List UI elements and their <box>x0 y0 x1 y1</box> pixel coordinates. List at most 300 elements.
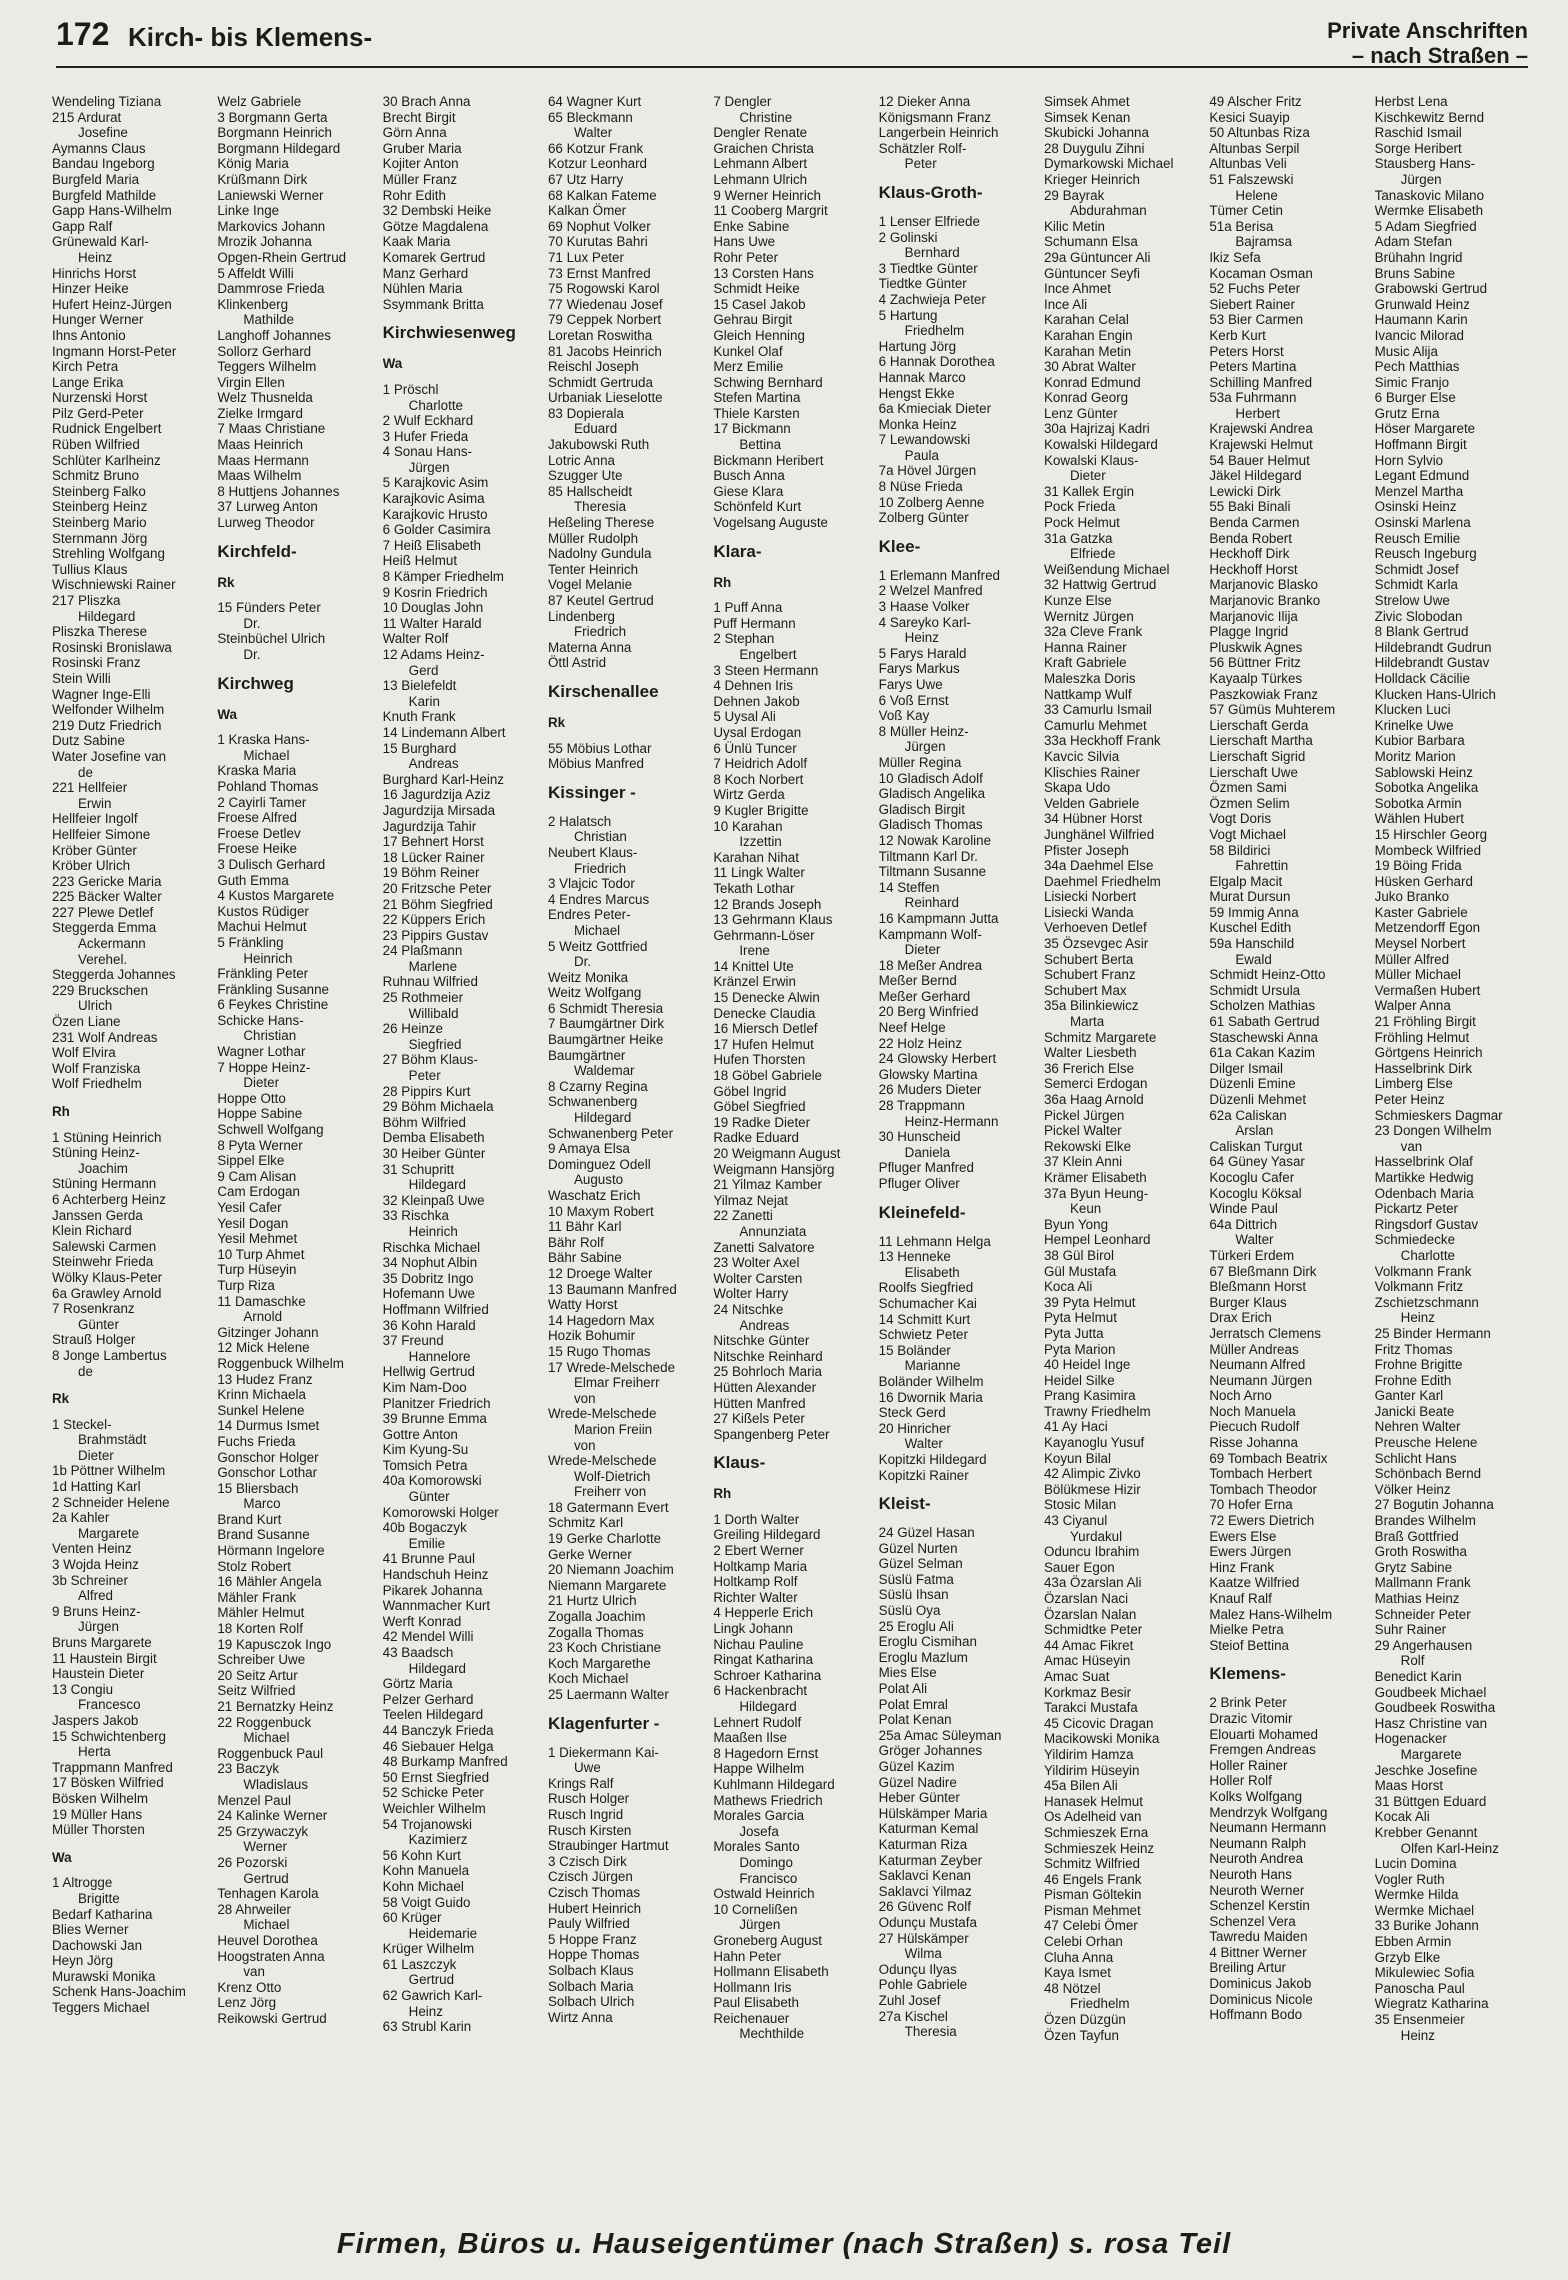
directory-entry: Simsek Kenan <box>1043 109 1131 125</box>
directory-entry: Pfluger Oliver <box>878 1176 960 1191</box>
directory-entry: 15 Burghard <box>382 740 457 756</box>
directory-entry: Stein Willi <box>52 670 111 686</box>
directory-entry: 55 Baki Binali <box>1209 499 1291 515</box>
directory-entry: 9 Kosrin Friedrich <box>382 584 488 600</box>
entry-continuation: Dr. <box>243 615 261 631</box>
directory-column <box>383 94 540 2210</box>
directory-entry: Güzel Selman <box>878 1556 963 1572</box>
entry-continuation: Charlotte <box>408 397 463 413</box>
entry-continuation: Heinz-Hermann <box>904 1113 999 1129</box>
entry-continuation: Marion Freiin <box>573 1421 653 1437</box>
directory-entry: 21 Böhm Siegfried <box>382 896 493 912</box>
directory-entry: Hufen Thorsten <box>713 1052 806 1068</box>
directory-entry: 43 Ciyanul <box>1043 1513 1108 1529</box>
directory-entry: 35 Özsevgec Asir <box>1043 936 1149 952</box>
directory-entry: 70 Kurutas Bahri <box>547 234 648 250</box>
directory-entry: Kalkan Ömer <box>547 203 627 219</box>
directory-entry: Schönbach Bernd <box>1374 1466 1482 1482</box>
directory-entry: 7 Rosenkranz <box>52 1301 135 1317</box>
directory-entry: 5 Fränkling <box>217 934 284 950</box>
directory-entry: 16 Jagurdzija Aziz <box>382 787 491 803</box>
directory-entry: 22 Holz Heinz <box>878 1035 963 1051</box>
directory-entry: 11 Haustein Birgit <box>52 1650 157 1666</box>
directory-entry: Hartung Jörg <box>878 338 957 354</box>
directory-entry: Rusch Ingrid <box>547 1806 624 1822</box>
directory-entry: Kunze Else <box>1043 593 1112 608</box>
directory-entry: Hahn Peter <box>713 1948 782 1964</box>
directory-entry: 18 Göbel Gabriele <box>713 1068 823 1084</box>
directory-entry: Gladisch Birgit <box>878 801 965 817</box>
directory-entry: 46 Siebauer Helga <box>382 1738 494 1754</box>
directory-entry: Hinzer Heike <box>52 281 129 297</box>
directory-entry: Ince Ahmet <box>1043 281 1111 297</box>
entry-continuation: Waldemar <box>573 1063 635 1079</box>
directory-entry: Loretan Roswitha <box>547 327 653 343</box>
directory-entry: Brecht Birgit <box>382 109 456 125</box>
directory-entry: Ruhnau Wilfried <box>382 974 478 990</box>
directory-entry: 14 Schmitt Kurt <box>878 1311 971 1327</box>
directory-entry: 19 Radke Dieter <box>713 1114 811 1130</box>
directory-entry: Hasz Christine van <box>1374 1715 1488 1731</box>
entry-continuation: Abdurahman <box>1069 203 1147 219</box>
directory-entry: 30a Hajrizaj Kadri <box>1043 421 1150 437</box>
entry-continuation: Augusto <box>573 1172 624 1188</box>
directory-entry: Werft Konrad <box>382 1613 462 1629</box>
directory-entry: Knuth Frank <box>382 709 456 725</box>
entry-continuation: Christian <box>573 829 627 845</box>
directory-entry: Frohne Brigitte <box>1374 1357 1463 1373</box>
directory-entry: Amac Hüseyin <box>1043 1653 1131 1669</box>
directory-entry: 30 Brach Anna <box>382 94 471 109</box>
directory-entry: 21 Bernatzky Heinz <box>217 1699 334 1714</box>
entry-continuation: Friedhelm <box>1069 1996 1130 2012</box>
directory-entry: Teelen Hildegard <box>382 1707 484 1723</box>
category-line-2: – nach Straßen – <box>1351 43 1528 68</box>
directory-entry: 68 Kalkan Fateme <box>547 187 657 203</box>
directory-entry: Peters Martina <box>1209 359 1297 375</box>
directory-entry: 6 Hannak Dorothea <box>878 354 995 370</box>
directory-entry: Merz Emilie <box>713 359 784 375</box>
entry-continuation: Margarete <box>1400 1746 1462 1762</box>
directory-entry: 11 Lingk Walter <box>713 865 805 881</box>
directory-entry: 23 Baczyk <box>217 1761 280 1777</box>
directory-entry: 8 Kämper Friedhelm <box>382 569 504 585</box>
directory-entry: 7 Heiß Elisabeth <box>382 537 481 553</box>
directory-entry: Trawny Friedhelm <box>1043 1403 1151 1419</box>
directory-entry: 40 Heidel Inge <box>1043 1357 1131 1373</box>
directory-entry: Schätzler Rolf- <box>878 140 967 156</box>
directory-entry: Glowsky Martina <box>878 1066 978 1082</box>
directory-entry: 227 Plewe Detlef <box>52 904 154 920</box>
directory-entry: 11 Lehmann Helga <box>878 1233 991 1249</box>
directory-entry: 13 Baumann Manfred <box>547 1281 677 1297</box>
directory-entry: Gapp Ralf <box>52 218 113 234</box>
directory-entry: Lierschaft Sigrid <box>1209 748 1306 764</box>
entry-continuation: Keun <box>1069 1201 1102 1217</box>
district-code: Rk <box>52 1391 70 1407</box>
directory-entry: 15 Denecke Alwin <box>713 990 820 1006</box>
directory-entry: Monka Heinz <box>878 416 957 432</box>
directory-entry: 2 Schneider Helene <box>52 1494 170 1510</box>
directory-entry: Sternmann Jörg <box>52 530 148 546</box>
entry-continuation: Helene <box>1235 187 1278 203</box>
directory-entry: 2 Brink Peter <box>1209 1695 1287 1711</box>
directory-entry: 29 Angerhausen <box>1374 1637 1473 1653</box>
directory-entry: Preusche Helene <box>1374 1435 1478 1451</box>
directory-entry: Kim Nam-Doo <box>382 1379 467 1395</box>
directory-entry: Os Adelheid van <box>1043 1809 1142 1825</box>
directory-entry: 3 Borgmann Gerta <box>217 109 328 125</box>
directory-entry: Vogel Melanie <box>547 577 633 593</box>
directory-entry: Krings Ralf <box>547 1775 614 1791</box>
directory-entry: Drax Erich <box>1209 1310 1272 1326</box>
directory-entry: 14 Durmus Ismet <box>217 1418 320 1434</box>
entry-continuation: Marlene <box>408 958 458 974</box>
entry-continuation: Marianne <box>904 1358 961 1374</box>
directory-entry: Hofemann Uwe <box>382 1286 475 1302</box>
directory-entry: 32 Dembski Heike <box>382 203 492 219</box>
entry-continuation: Andreas <box>739 1317 790 1333</box>
entry-continuation: Michael <box>243 1917 290 1933</box>
directory-entry: Welz Thusnelda <box>217 390 313 406</box>
street-heading: Kirchwiesenweg <box>382 323 516 343</box>
entry-continuation: Heinz <box>1400 2027 1435 2043</box>
directory-entry: Holldack Cäcilie <box>1374 670 1470 686</box>
directory-entry: Opgen-Rhein Gertrud <box>217 249 347 265</box>
directory-entry: Kopitzki Hildegard <box>878 1451 987 1467</box>
directory-entry: Kerb Kurt <box>1209 327 1266 343</box>
entry-continuation: Theresia <box>573 499 627 515</box>
directory-entry: 9 Kugler Brigitte <box>713 802 809 818</box>
directory-entry: 12 Droege Walter <box>547 1265 653 1281</box>
directory-entry: Haustein Dieter <box>52 1666 145 1682</box>
directory-entry: Wölky Klaus-Peter <box>52 1269 163 1285</box>
street-heading: Kissinger - <box>547 782 636 802</box>
directory-entry: Dehnen Jakob <box>713 693 800 709</box>
directory-entry: Kröber Günter <box>52 842 137 858</box>
directory-entry: 40a Komorowski <box>382 1473 482 1489</box>
directory-entry: Kopitzki Rainer <box>878 1467 969 1483</box>
directory-entry: Ince Ali <box>1043 296 1088 312</box>
directory-entry: Neumann Jürgen <box>1209 1372 1313 1388</box>
directory-entry: 79 Ceppek Norbert <box>547 312 662 328</box>
directory-entry: 38 Gül Birol <box>1043 1247 1114 1263</box>
directory-entry: Schmitz Wilfried <box>1043 1856 1140 1872</box>
directory-entry: Macikowski Monika <box>1043 1731 1160 1747</box>
directory-entry: Ingmann Horst-Peter <box>52 343 177 359</box>
entry-continuation: Alfred <box>78 1588 113 1604</box>
directory-entry: 26 Muders Dieter <box>878 1082 982 1098</box>
directory-entry: Odenbach Maria <box>1374 1185 1474 1201</box>
directory-entry: Walter Rolf <box>382 631 449 647</box>
directory-entry: 8 Müller Heinz- <box>878 723 969 739</box>
entry-continuation: Hannelore <box>408 1348 471 1364</box>
directory-entry: 67 Bleßmann Dirk <box>1209 1263 1317 1279</box>
entry-continuation: Francesco <box>78 1697 141 1713</box>
directory-entry: Voß Kay <box>878 708 930 724</box>
directory-entry: Handschuh Heinz <box>382 1567 489 1583</box>
directory-entry: Schwietz Peter <box>878 1327 968 1343</box>
directory-entry: 1 Steckel- <box>52 1416 112 1432</box>
directory-entry: 1 Stüning Heinrich <box>52 1129 162 1145</box>
directory-entry: 35 Ensenmeier <box>1374 2012 1465 2028</box>
street-heading: Kirschenallee <box>547 681 659 701</box>
directory-entry: Wolf Friedhelm <box>52 1076 142 1092</box>
directory-entry: Schumann Elsa <box>1043 234 1138 250</box>
directory-entry: Benda Carmen <box>1209 515 1300 531</box>
directory-entry: Stüning Hermann <box>52 1176 157 1192</box>
directory-entry: 7 Heidrich Adolf <box>713 756 808 772</box>
directory-entry: 26 Güvenc Rolf <box>878 1899 971 1915</box>
directory-entry: Schmidt Heike <box>713 281 800 297</box>
entry-continuation: Dr. <box>573 954 592 970</box>
entry-continuation: Walter <box>904 1436 943 1452</box>
directory-entry: Pyta Jutta <box>1043 1325 1104 1341</box>
directory-entry: Reichenauer <box>713 2010 790 2026</box>
directory-column <box>548 94 705 2210</box>
directory-column <box>217 94 374 2210</box>
directory-entry: Steggerda Emma <box>52 920 157 936</box>
directory-entry: Düzenli Mehmet <box>1209 1092 1307 1107</box>
directory-entry: Gladisch Angelika <box>878 786 986 802</box>
directory-entry: Demba Elisabeth <box>382 1130 485 1146</box>
directory-entry: Pluskwik Agnes <box>1209 639 1303 655</box>
street-heading: Kleinefeld- <box>878 1202 966 1222</box>
directory-entry: Vermaßen Hubert <box>1374 982 1481 998</box>
directory-entry: 4 Dehnen Iris <box>713 678 793 694</box>
directory-entry: Lierschaft Uwe <box>1209 764 1298 780</box>
directory-entry: 52 Fuchs Peter <box>1209 281 1301 297</box>
directory-entry: Baumgärtner Heike <box>547 1032 664 1048</box>
directory-entry: Linke Inge <box>217 203 280 219</box>
directory-entry: Hempel Leonhard <box>1043 1232 1151 1248</box>
directory-entry: 12 Nowak Karoline <box>878 832 992 848</box>
directory-entry: Endres Peter- <box>547 907 631 923</box>
directory-entry: Heuvel Dorothea <box>217 1932 318 1948</box>
directory-entry: Süslü Oya <box>878 1603 941 1619</box>
directory-entry: Komorowski Holger <box>382 1504 499 1520</box>
directory-entry: Paul Elisabeth <box>713 1995 799 2011</box>
directory-entry: Güzel Nadire <box>878 1774 957 1790</box>
directory-entry: Neumann Hermann <box>1209 1820 1327 1836</box>
directory-entry: 13 Gehrmann Klaus <box>713 912 833 928</box>
directory-entry: Tiedtke Günter <box>878 276 967 292</box>
directory-entry: Solbach Maria <box>547 1978 634 1994</box>
directory-entry: Welfonder Wilhelm <box>52 702 165 718</box>
directory-entry: Menzel Martha <box>1374 483 1464 499</box>
directory-entry: Gottre Anton <box>382 1426 458 1442</box>
directory-entry: 20 Hinricher <box>878 1420 951 1436</box>
directory-entry: Lenz Jörg <box>217 1995 277 2011</box>
directory-entry: 36a Haag Arnold <box>1043 1092 1144 1107</box>
directory-entry: Czisch Thomas <box>547 1884 641 1900</box>
directory-entry: 3 Czisch Dirk <box>547 1853 627 1869</box>
directory-entry: Nühlen Maria <box>382 281 463 297</box>
directory-entry: Vogler Ruth <box>1374 1871 1445 1887</box>
directory-entry: 4 Hepperle Erich <box>713 1605 814 1621</box>
directory-entry: Müller Regina <box>878 754 962 770</box>
entry-continuation: Günter <box>78 1316 119 1332</box>
entry-continuation: Jürgen <box>1400 171 1442 187</box>
directory-entry: Zuhl Josef <box>878 1992 941 2008</box>
directory-entry: Tullius Klaus <box>52 561 128 577</box>
district-code: Rh <box>52 1104 70 1119</box>
directory-entry: Schubert Max <box>1043 982 1127 998</box>
entry-continuation: Hildegard <box>573 1110 632 1126</box>
directory-entry: Roggenbuck Paul <box>217 1745 324 1761</box>
directory-entry: Rusch Kirsten <box>547 1822 632 1838</box>
directory-entry: Kaak Maria <box>382 234 451 250</box>
directory-entry: Gonschor Lothar <box>217 1465 318 1481</box>
directory-entry: Mähler Helmut <box>217 1605 305 1621</box>
directory-entry: 24 Nitschke <box>713 1301 784 1317</box>
directory-entry: 40b Bogaczyk <box>382 1520 467 1536</box>
directory-entry: 215 Ardurat <box>52 109 122 125</box>
directory-entry: Schlüter Karlheinz <box>52 452 161 468</box>
entry-continuation: Herta <box>78 1744 111 1760</box>
directory-entry: Music Alija <box>1374 343 1438 359</box>
directory-entry: 13 Henneke <box>878 1249 951 1265</box>
directory-entry: 23 Pippirs Gustav <box>382 927 489 943</box>
entry-continuation: Joachim <box>78 1160 128 1176</box>
directory-entry: 70 Hofer Erna <box>1209 1497 1293 1513</box>
directory-entry: 16 Kampmann Jutta <box>878 910 999 926</box>
directory-entry: Venten Heinz <box>52 1541 132 1557</box>
directory-entry: Fremgen Andreas <box>1209 1742 1316 1758</box>
entry-continuation: Izzettin <box>739 834 782 850</box>
directory-entry: 9 Werner Heinrich <box>713 187 821 203</box>
directory-entry: 15 Fünders Peter <box>217 600 321 616</box>
directory-entry: 43 Baadsch <box>382 1645 454 1660</box>
directory-entry: Schicke Hans- <box>217 1012 304 1028</box>
directory-entry: Elouarti Mohamed <box>1209 1726 1318 1742</box>
entry-continuation: Walter <box>1235 1232 1274 1248</box>
directory-column <box>713 94 870 2210</box>
directory-entry: 44 Banczyk Frieda <box>382 1722 494 1738</box>
directory-entry: 16 Mähler Angela <box>217 1574 322 1590</box>
directory-entry: 18 Gatermann Evert <box>547 1499 669 1515</box>
directory-entry: Lingk Johann <box>713 1621 793 1637</box>
entry-continuation: Heinrich <box>408 1223 458 1239</box>
directory-entry: 20 Fritzsche Peter <box>382 880 492 896</box>
directory-entry: Bedarf Katharina <box>52 1906 153 1922</box>
directory-entry: Volkmann Frank <box>1374 1263 1472 1279</box>
directory-entry: Steinbüchel Ulrich <box>217 631 326 647</box>
directory-entry: Wiegratz Katharina <box>1374 1996 1489 2012</box>
directory-entry: Holtkamp Rolf <box>713 1574 798 1590</box>
directory-entry: Schreiber Uwe <box>217 1652 306 1668</box>
directory-entry: Hufert Heinz-Jürgen <box>52 296 172 312</box>
directory-entry: 3b Schreiner <box>52 1572 128 1588</box>
directory-entry: Eroglu Mazlum <box>878 1649 968 1665</box>
directory-entry: Turp Hüseyin <box>217 1262 297 1278</box>
directory-entry: 58 Voigt Guido <box>382 1894 471 1910</box>
directory-entry: Richter Walter <box>713 1589 798 1605</box>
entry-continuation: Heinz <box>904 630 939 646</box>
directory-entry: Tanaskovic Milano <box>1374 187 1485 203</box>
directory-entry: 5 Weitz Gottfried <box>547 938 648 954</box>
directory-entry: Gül Mustafa <box>1043 1263 1117 1279</box>
directory-entry: Schwell Wolfgang <box>217 1122 324 1138</box>
directory-entry: Steggerda Johannes <box>52 967 176 983</box>
directory-entry: Steinberg Falko <box>52 483 146 499</box>
directory-entry: Kraft Gabriele <box>1043 655 1127 671</box>
directory-entry: Wrede-Melschede <box>547 1406 657 1422</box>
directory-entry: Denecke Claudia <box>713 1005 816 1021</box>
directory-entry: Frohne Edith <box>1374 1372 1452 1388</box>
directory-entry: Kilic Metin <box>1043 218 1106 234</box>
directory-entry: 14 Knittel Ute <box>713 958 794 974</box>
directory-entry: Bösken Wilhelm <box>52 1790 148 1806</box>
directory-entry: Güzel Nurten <box>878 1540 958 1556</box>
entry-continuation: Theresia <box>904 2024 957 2040</box>
directory-entry: 32a Cleve Frank <box>1043 624 1143 640</box>
directory-entry: Schubert Berta <box>1043 951 1134 967</box>
directory-entry: 20 Niemann Joachim <box>547 1562 674 1578</box>
directory-entry: 27 Kißels Peter <box>713 1411 805 1427</box>
directory-entry: Langhoff Johannes <box>217 327 332 343</box>
entry-continuation: Francisco <box>739 1870 798 1886</box>
directory-entry: Rusch Holger <box>547 1791 630 1807</box>
directory-column <box>1375 94 1532 2210</box>
directory-entry: Hütten Manfred <box>713 1395 806 1411</box>
directory-entry: Osinski Heinz <box>1374 499 1457 515</box>
directory-entry: 8 Huttjens Johannes <box>217 483 340 499</box>
directory-entry: 3 Hufer Frieda <box>382 428 469 444</box>
directory-entry: 41 Brunne Paul <box>382 1551 475 1567</box>
entry-continuation: Herbert <box>1235 405 1280 421</box>
directory-entry: Panoscha Paul <box>1374 1980 1465 1996</box>
directory-entry: Noch Arno <box>1209 1388 1272 1404</box>
directory-entry: Seitz Wilfried <box>217 1683 296 1699</box>
directory-entry: Neuroth Andrea <box>1209 1851 1304 1867</box>
directory-entry: 36 Kohn Harald <box>382 1317 476 1333</box>
directory-entry: Stefen Martina <box>713 390 801 406</box>
directory-entry: 49 Alscher Fritz <box>1209 94 1302 109</box>
directory-entry: Wagner Inge-Elli <box>52 686 151 702</box>
directory-entry: Odunçu Ilyas <box>878 1961 957 1977</box>
directory-entry: Plagge Ingrid <box>1209 624 1289 640</box>
directory-entry: Materna Anna <box>547 639 632 655</box>
page-number: 172 <box>56 16 110 52</box>
directory-entry: Mrozik Johanna <box>217 234 312 250</box>
entry-continuation: Josefine <box>78 125 128 141</box>
directory-entry: Neumann Alfred <box>1209 1357 1306 1373</box>
directory-entry: 14 Steffen <box>878 879 940 895</box>
directory-entry: 64 Wagner Kurt <box>547 94 642 109</box>
section-title: Kirch- bis Klemens- <box>128 22 373 52</box>
directory-entry: Komarek Gertrud <box>382 249 486 265</box>
directory-entry: 25 Laermann Walter <box>547 1687 669 1702</box>
directory-entry: Hörmann Ingelore <box>217 1543 325 1559</box>
directory-entry: Krieger Heinrich <box>1043 171 1140 187</box>
entry-continuation: Heidemarie <box>408 1925 478 1941</box>
directory-entry: Wolf Elvira <box>52 1045 116 1061</box>
directory-entry: Happe Wilhelm <box>713 1761 805 1777</box>
directory-entry: Wolter Carsten <box>713 1270 803 1286</box>
directory-entry: 15 Hirschler Georg <box>1374 826 1488 842</box>
directory-entry: Maas Heinrich <box>217 437 303 453</box>
directory-entry: 26 Heinze <box>382 1021 443 1037</box>
directory-entry: Spangenberg Peter <box>713 1426 830 1442</box>
directory-entry: Krüger Wilhelm <box>382 1941 475 1957</box>
entry-continuation: Wilma <box>904 1946 942 1962</box>
directory-entry: 11 Damaschke <box>217 1293 306 1309</box>
directory-entry: Mallmann Frank <box>1374 1575 1471 1591</box>
directory-entry: 6a Grawley Arnold <box>52 1285 162 1301</box>
directory-entry: 12 Brands Joseph <box>713 896 822 912</box>
directory-entry: Farys Markus <box>878 661 960 677</box>
